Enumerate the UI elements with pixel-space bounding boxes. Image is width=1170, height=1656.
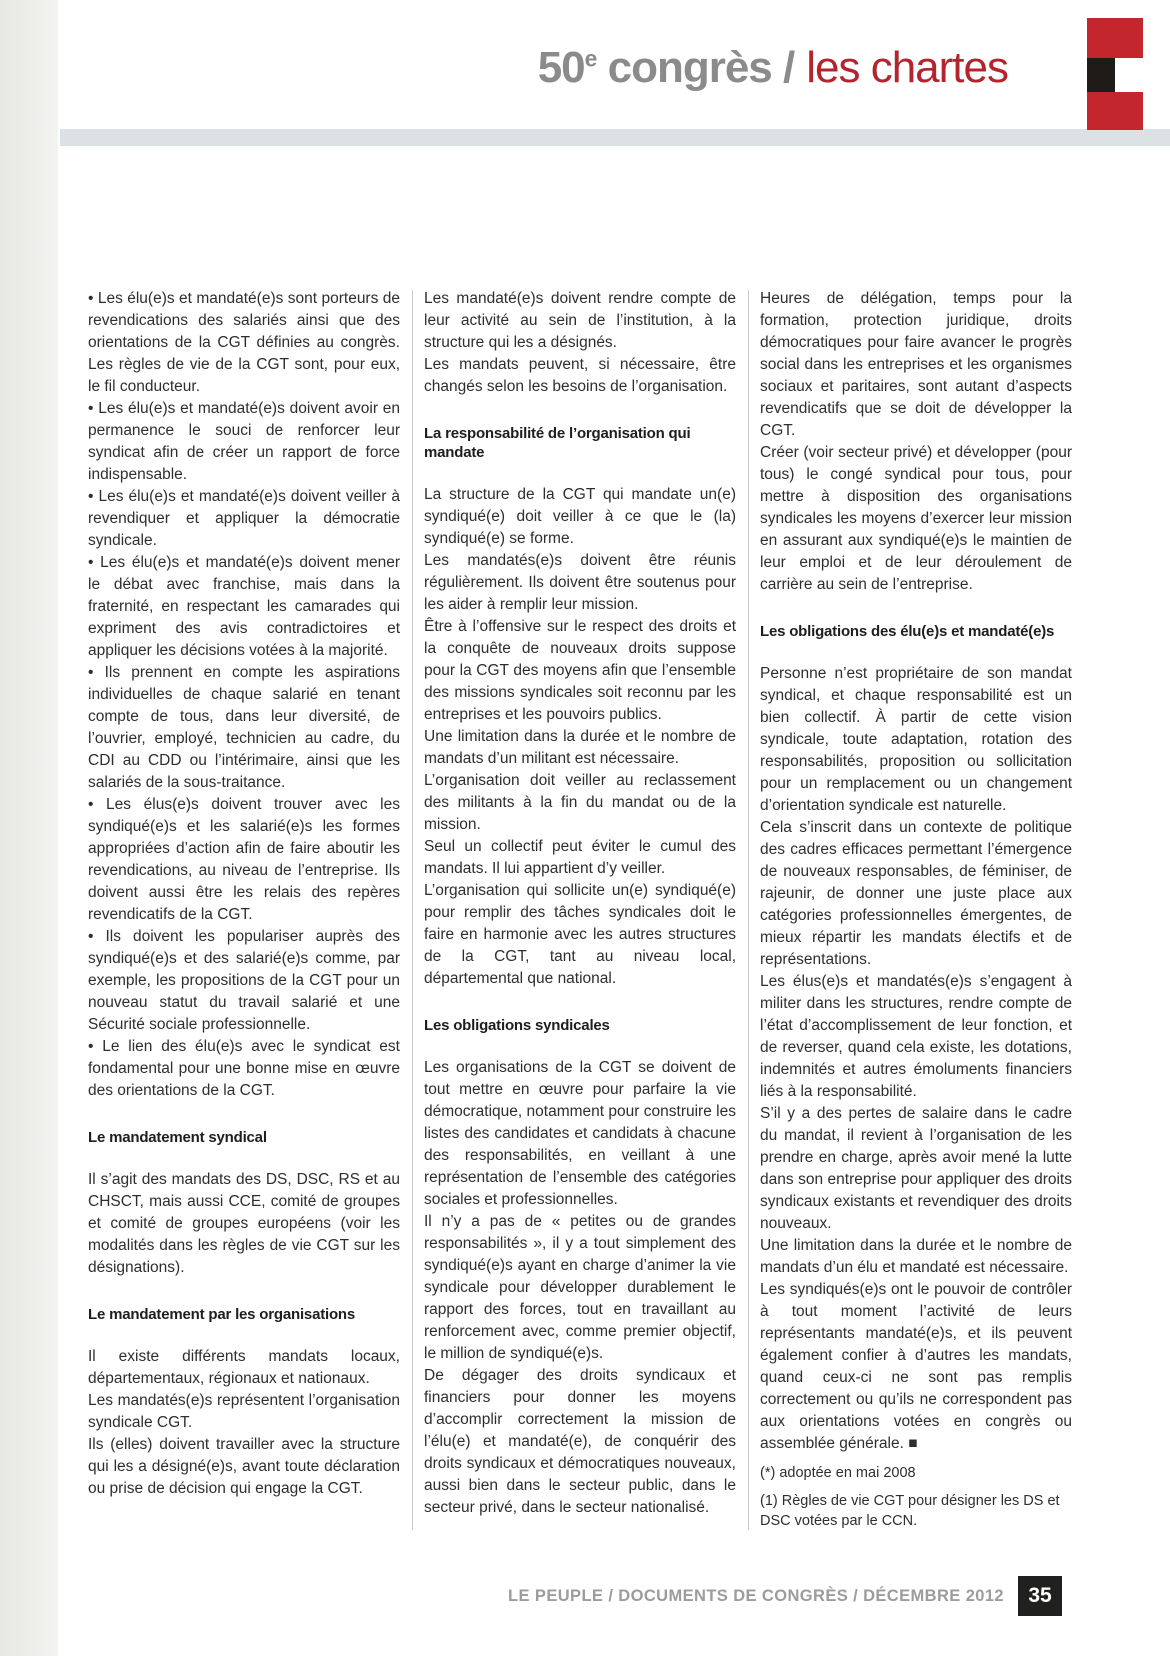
footer-journal-line: LE PEUPLE / DOCUMENTS DE CONGRÈS / DÉCEMBRE 2012 [508,1586,1004,1605]
footnote: (*) adoptée en mai 2008 [760,1465,916,1481]
column-center [424,288,736,1531]
bullet-item: • Ils doivent les populariser auprès des syndiqué(e)s et des salarié(e)s comme, par exemple, les propositions de la CGT pour un nouveau statut du travail salarié et une Sécurité sociale professionnelle. [88,928,400,1033]
header-underline-band [60,129,1170,146]
paragraph: Les mandatés(e)s représentent l’organisation syndicale CGT. [88,1392,400,1431]
paragraph: Cela s’inscrit dans un contexte de politique des cadres efficaces permettant l’émergence de nouveaux responsables, de féminiser, de rajeunir, de donner une juste place aux catégories professionnelles émergentes, de mieux répartir les mandats électifs et de représentations. [760,819,1072,968]
bullet-item: • Les élus(e)s doivent trouver avec les syndiqué(e)s et les salarié(e)s les formes appropriées d’action afin de faire aboutir les revendications, au niveau de l’entreprise. Ils doivent aussi être les relais des repères revendicatifs de la CGT. [88,796,400,923]
page-title [537,43,1008,92]
paragraph: Les organisations de la CGT se doivent de tout mettre en œuvre pour parfaire la vie démocratique, notamment pour construire les listes des candidates et candidats à chacune des responsabilités, en veillant à une représentation de l’ensemble des catégories sociales et professionnelles. [424,1059,736,1208]
paragraph: Les mandats peuvent, si nécessaire, être changés selon les besoins de l’organisation. [424,356,736,395]
paragraph: La structure de la CGT qui mandate un(e) syndiqué(e) doit veiller à ce que le (la) syndiqué(e) se forme. [424,486,736,547]
bullet-item: • Les élu(e)s et mandaté(e)s sont porteurs de revendications des salariés ainsi que des orientations de la CGT définies au congrès. Les règles de vie de la CGT sont, pour eux, le fil conducteur. [88,290,400,395]
section-heading: Les obligations des élu(e)s et mandaté(e)s [760,623,1055,640]
paragraph: De dégager des droits syndicaux et financiers pour donner les moyens d’accomplir correctement la mission de l’élu(e) et mandaté(e), de conquérir des droits syndicaux et démocratiques nouveaux, aussi bien dans le secteur public, dans le secteur privé, dans le secteur nationalisé. [424,1367,736,1516]
section-heading: Les obligations syndicales [424,1017,610,1034]
bullet-item: • Ils prennent en compte les aspirations individuelles de chaque salarié en tenant compte de tous, dans leur diversité, de l’ouvrier, employé, technicien au cadre, du CDI au CDD ou l’intérimaire, ainsi que les salariés de la sous-traitance. [88,664,400,791]
paragraph: Il n’y a pas de « petites ou de grandes responsabilités », il y a tout simplement des syndiqué(e)s ayant en charge d’animer la vie syndicale pour développer durablement le rapport des forces, tout en travaillant au renforcement avec, comme premier objectif, le million de syndiqué(e)s. [424,1213,736,1362]
paragraph: Ils (elles) doivent travailler avec la structure qui les a désigné(e)s, avant toute déclaration ou prise de décision qui engage la CGT. [88,1436,400,1497]
paragraph: Il existe différents mandats locaux, départementaux, régionaux et nationaux. [88,1348,400,1387]
section-heading: Le mandatement par les organisations [88,1306,356,1323]
congress-title: 50e congrès / [537,43,795,92]
section-heading: La responsabilité de l’organisation qui mandate [424,425,691,461]
page-number-badge: 35 [1018,1576,1062,1616]
column-right [760,288,1072,1531]
paragraph: Les élus(e)s et mandatés(e)s s’engagent à militer dans les structures, rendre compte de l’état d’accomplissement de leur fonction, et de reverser, quand cela existe, les dotations, indemnités et autres émoluments financiers liés à la responsabilité. [760,973,1072,1100]
page-left-margin-shade [0,0,58,1656]
paragraph: Une limitation dans la durée et le nombre de mandats d’un élu et mandaté est nécessaire. [760,1237,1072,1276]
bullet-item: • Le lien des élu(e)s avec le syndicat est fondamental pour une bonne mise en œuvre des orientations de la CGT. [88,1038,400,1099]
column-left [88,288,400,1531]
paragraph: S’il y a des pertes de salaire dans le cadre du mandat, il revient à l’organisation de les prendre en charge, après avoir mené la lutte dans son entreprise pour appliquer des droits syndicaux existants et revendiquer des droits nouveaux. [760,1105,1072,1232]
section-heading: Le mandatement syndical [88,1129,267,1146]
logo-bottom-red-block [1087,92,1143,130]
paragraph: Seul un collectif peut éviter le cumul des mandats. Il lui appartient d’y veiller. [424,838,736,877]
bullet-item: • Les élu(e)s et mandaté(e)s doivent veiller à revendiquer et appliquer la démocratie syndicale. [88,488,400,549]
section-title: les chartes [806,43,1008,92]
paragraph: L’organisation doit veiller au reclassement des militants à la fin du mandat ou de la mission. [424,772,736,833]
bullet-item: • Les élu(e)s et mandaté(e)s doivent mener le débat avec franchise, mais dans la fraternité, en respectant les camarades qui expriment des avis contradictoires et appliquer les décisions votées à la majorité. [88,554,400,659]
logo-white-square [1115,58,1143,92]
paragraph: Heures de délégation, temps pour la formation, protection juridique, droits démocratiques pour faire avancer le progrès social dans les entreprises et les organismes sociaux et paritaires, sont autant d’aspects revendicatifs que se doit de développer la CGT. [760,290,1072,439]
paragraph: Il s’agit des mandats des DS, DSC, RS et au CHSCT, mais aussi CCE, comité de groupes et comité de groupes européens (voir les modalités dans les règles de vie CGT sur les désignations). [88,1171,400,1276]
paragraph: Les mandatés(e)s doivent être réunis régulièrement. Ils doivent être soutenus pour les aider à remplir leur mission. [424,552,736,613]
paragraph: Être à l’offensive sur le respect des droits et la conquête de nouveaux droits suppose pour la CGT des moyens afin que l’ensemble des missions syndicales soit reconnu par les entreprises et les pouvoirs publics. [424,618,736,723]
article-body [88,288,1072,1531]
paragraph: Créer (voir secteur privé) et développer (pour tous) le congé syndical pour tous, pour mettre à disposition des organisations syndicales les moyens d’exercer leur mission en assurant aux syndiqué(e)s le maintien de leur emploi et de leur déroulement de carrière au sein de l’entreprise. [760,444,1072,593]
paragraph: Personne n’est propriétaire de son mandat syndical, et chaque responsabilité est un bien collectif. À partir de cette vision syndicale, toute adaptation, rotation des responsabilités, proposition ou sollicitation pour un remplacement ou un changement d’orientation syndicale est naturelle. [760,665,1072,814]
paragraph: L’organisation qui sollicite un(e) syndiqué(e) pour remplir des tâches syndicales doit le faire en harmonie avec les autres structures de la CGT, tant au niveau local, départemental que national. [424,882,736,987]
paragraph: Les syndiqués(e)s ont le pouvoir de contrôler à tout moment l’activité de leurs représentants mandaté(e)s, et ils peuvent également confier à d’autres les mandats, quand ceux-ci ne sont pas remplis correctement ou qu’ils ne correspondent pas aux orientations votées en congrès ou assemblée générale. ■ [760,1281,1072,1452]
footnote: (1) Règles de vie CGT pour désigner les DS et DSC votées par le CCN. [760,1493,1060,1529]
page-footer [508,1576,1062,1616]
corner-logo-mark-icon [1087,18,1143,130]
logo-top-red-block [1087,18,1143,58]
paragraph: Les mandaté(e)s doivent rendre compte de leur activité au sein de l’institution, à la structure qui les a désignés. [424,290,736,351]
bullet-item: • Les élu(e)s et mandaté(e)s doivent avoir en permanence le souci de renforcer leur syndicat afin de créer un rapport de force indispensable. [88,400,400,483]
paragraph: Une limitation dans la durée et le nombre de mandats d’un militant est nécessaire. [424,728,736,767]
logo-black-square [1087,58,1115,92]
